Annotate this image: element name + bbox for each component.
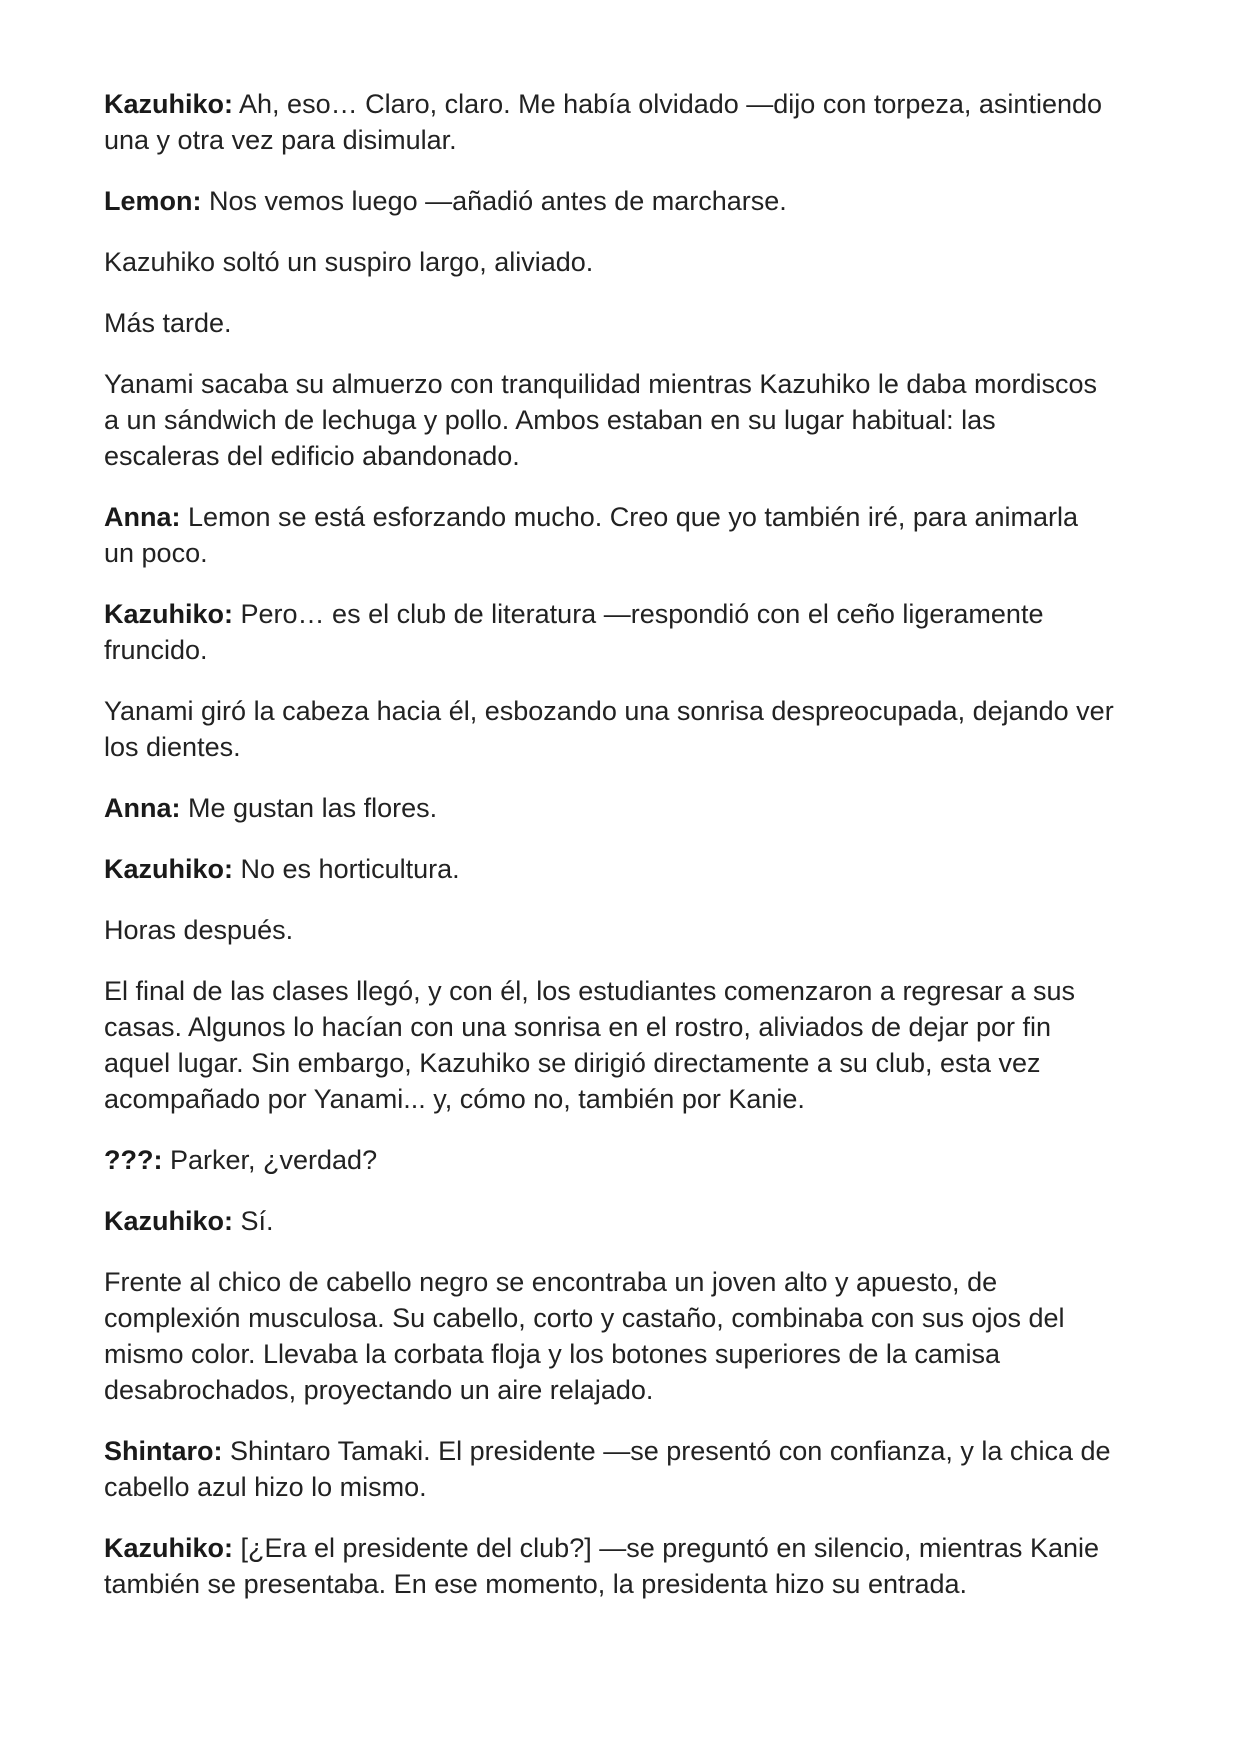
paragraph-text: Horas después.	[104, 915, 294, 945]
paragraph-text: Frente al chico de cabello negro se encontraba un joven alto y apuesto, de complexión musculosa. Su cabello, corto y castaño, combinaba con sus ojos del mismo color. Llevaba la corbata floja y los botones superiores de la camisa desabrochados, proyectando un aire relajado.	[104, 1267, 1065, 1405]
paragraph-11	[104, 912, 1114, 948]
speaker-label: Anna:	[104, 793, 181, 823]
paragraph-text: Me gustan las flores.	[180, 793, 438, 823]
paragraph-14	[104, 1203, 1114, 1239]
paragraph-text: El final de las clases llegó, y con él, los estudiantes comenzaron a regresar a sus casas. Algunos lo hacían con una sonrisa en el rostro, aliviados de dejar por fin aquel lugar. Sin embargo, Kazuhiko se dirigió directamente a su club, esta vez acompañado por Yanami... y, cómo no, también por Kanie.	[104, 976, 1076, 1114]
paragraph-text: Sí.	[233, 1206, 274, 1236]
paragraph-text: Ah, eso… Claro, claro. Me había olvidado —dijo con torpeza, asintiendo una y otra vez para disimular.	[104, 89, 1103, 155]
speaker-label: Kazuhiko:	[104, 1533, 234, 1563]
speaker-label: Shintaro:	[104, 1436, 223, 1466]
speaker-label: Kazuhiko:	[104, 599, 234, 629]
paragraph-16	[104, 1433, 1114, 1505]
paragraph-1	[104, 86, 1114, 158]
paragraph-text: Pero… es el club de literatura —respondió con el ceño ligeramente fruncido.	[104, 599, 1044, 665]
paragraph-text: Parker, ¿verdad?	[162, 1145, 378, 1175]
document-page	[104, 86, 1114, 1627]
paragraph-text: No es horticultura.	[233, 854, 460, 884]
paragraph-13	[104, 1142, 1114, 1178]
speaker-label: Kazuhiko:	[104, 89, 234, 119]
paragraph-4	[104, 305, 1114, 341]
paragraph-5	[104, 366, 1114, 474]
paragraph-15	[104, 1264, 1114, 1408]
paragraph-6	[104, 499, 1114, 571]
paragraph-text: Lemon se está esforzando mucho. Creo que yo también iré, para animarla un poco.	[104, 502, 1078, 568]
paragraph-2	[104, 183, 1114, 219]
speaker-label: Kazuhiko:	[104, 1206, 234, 1236]
paragraph-8	[104, 693, 1114, 765]
paragraph-text: Nos vemos luego —añadió antes de marcharse.	[201, 186, 787, 216]
paragraph-9	[104, 790, 1114, 826]
paragraph-text: Yanami giró la cabeza hacia él, esbozando una sonrisa despreocupada, dejando ver los dientes.	[104, 696, 1114, 762]
paragraph-text: [¿Era el presidente del club?] —se preguntó en silencio, mientras Kanie también se presentaba. En ese momento, la presidenta hizo su entrada.	[104, 1533, 1099, 1599]
paragraph-10	[104, 851, 1114, 887]
paragraph-17	[104, 1530, 1114, 1602]
paragraph-3	[104, 244, 1114, 280]
speaker-label: Lemon:	[104, 186, 202, 216]
paragraph-text: Más tarde.	[104, 308, 232, 338]
paragraph-text: Shintaro Tamaki. El presidente —se presentó con confianza, y la chica de cabello azul hizo lo mismo.	[104, 1436, 1111, 1502]
paragraph-text: Yanami sacaba su almuerzo con tranquilidad mientras Kazuhiko le daba mordiscos a un sándwich de lechuga y pollo. Ambos estaban en su lugar habitual: las escaleras del edificio abandonado.	[104, 369, 1098, 471]
speaker-label: Kazuhiko:	[104, 854, 234, 884]
speaker-label: ???:	[104, 1145, 163, 1175]
paragraph-7	[104, 596, 1114, 668]
paragraph-12	[104, 973, 1114, 1117]
paragraph-text: Kazuhiko soltó un suspiro largo, aliviado.	[104, 247, 594, 277]
speaker-label: Anna:	[104, 502, 181, 532]
